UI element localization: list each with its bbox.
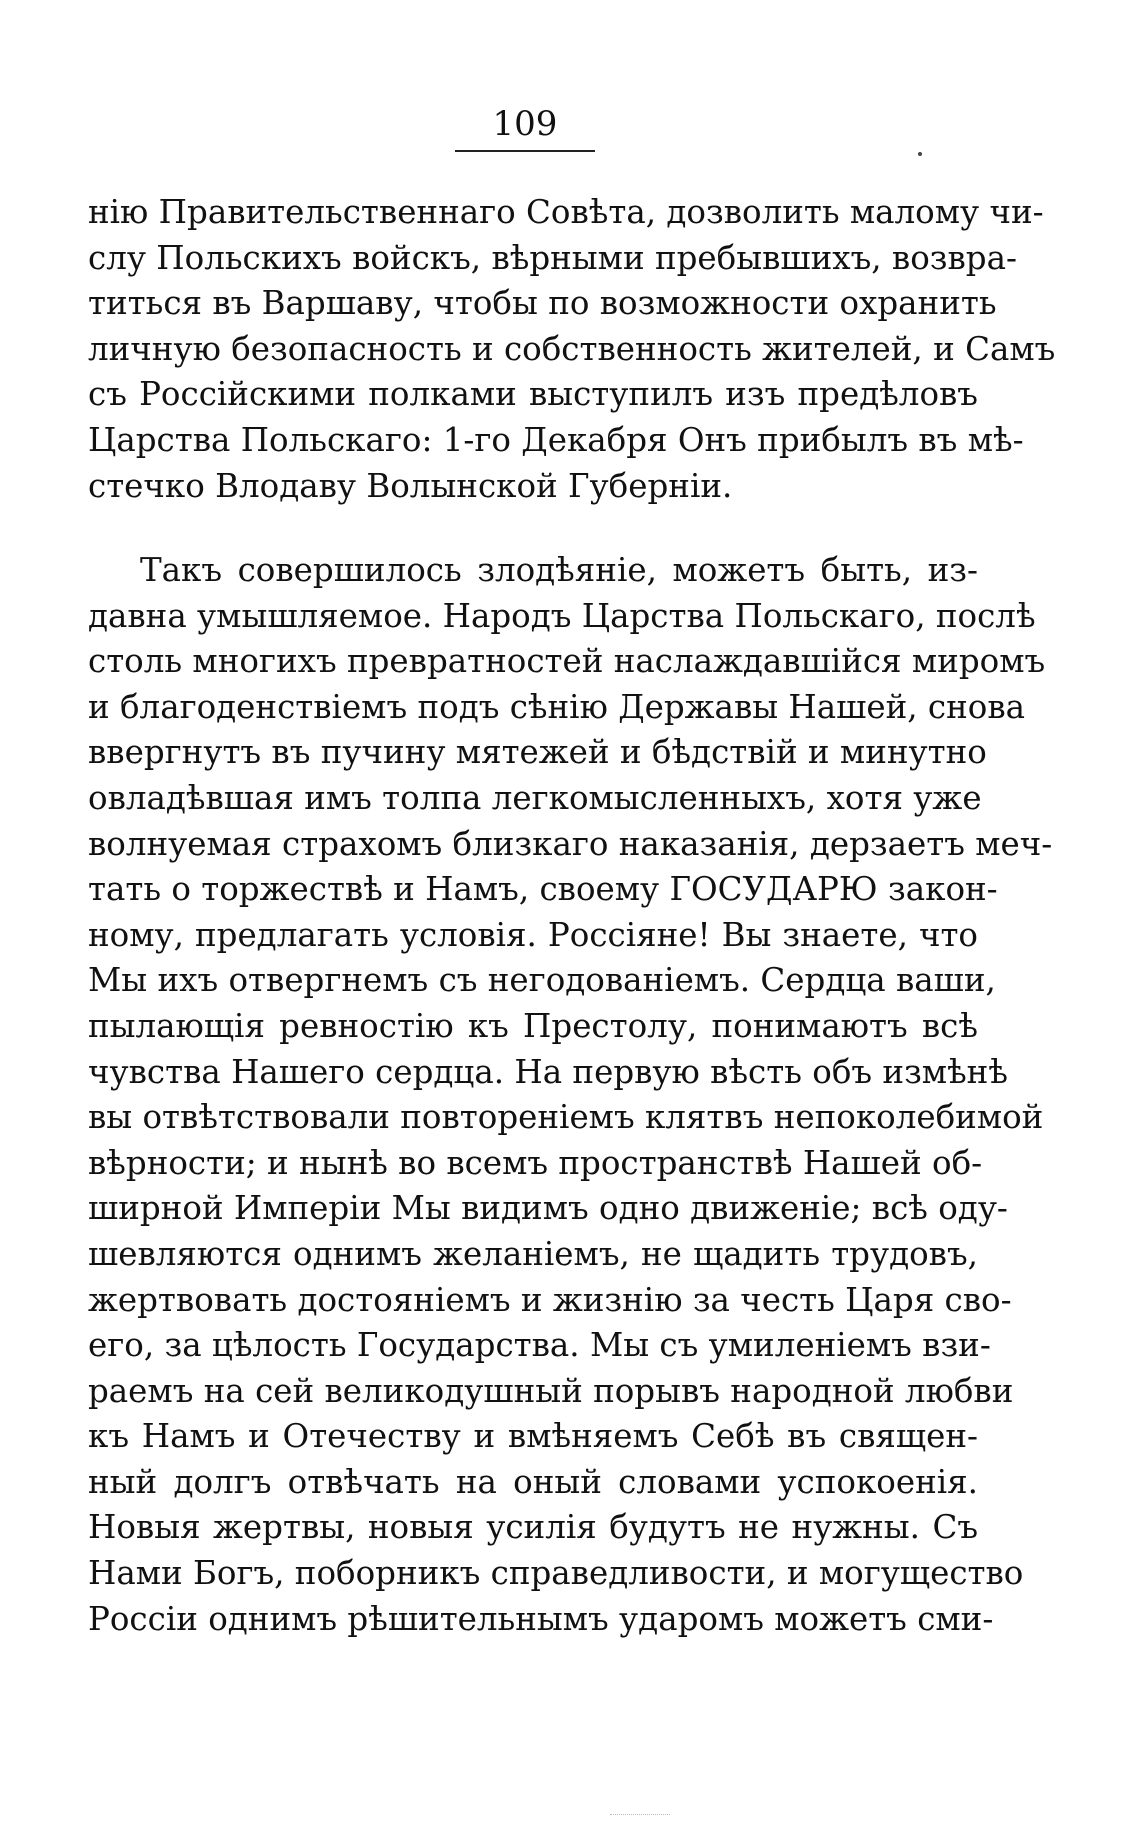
text-line: и благоденствіемъ подъ сѣнію Державы Нашей, снова xyxy=(88,687,1026,726)
text-line: давна умышляемое. Народъ Царства Польскаго, послѣ xyxy=(88,596,1036,635)
paragraph-2 xyxy=(88,548,1053,1642)
text-line: жертвовать достояніемъ и жизнію за честь Царя сво- xyxy=(88,1280,1012,1319)
text-line: шевляются однимъ желаніемъ, не щадить трудовъ, xyxy=(88,1234,978,1273)
text-line: пылающія ревностію къ Престолу, понимаютъ всѣ xyxy=(88,1006,978,1045)
print-speck xyxy=(610,1814,670,1815)
text-line: тать о торжествѣ и Намъ, своему ГОСУДАРЮ закон- xyxy=(88,870,998,909)
text-line: ввергнутъ въ пучину мятежей и бѣдствій и минутно xyxy=(88,733,987,772)
text-line: его, за цѣлость Государства. Мы съ умиленіемъ взи- xyxy=(88,1326,991,1365)
text-line: ный долгъ отвѣчать на оный словами успокоенія. xyxy=(88,1462,978,1501)
text-line: нію Правительственнаго Совѣта, дозволить малому чи- xyxy=(88,193,1044,231)
text-line: раемъ на сей великодушный порывъ народной любви xyxy=(88,1371,1014,1410)
paragraph-1 xyxy=(88,190,1056,509)
text-line: къ Намъ и Отечеству и вмѣняемъ Себѣ въ священ- xyxy=(88,1417,978,1456)
text-line: Такъ совершилось злодѣяніе, можетъ быть, из- xyxy=(140,551,978,589)
text-line: съ Россійскими полками выступилъ изъ предѣловъ xyxy=(88,375,978,414)
header-rule xyxy=(455,150,595,152)
text-line: ному, предлагать условія. Россіяне! Вы знаете, что xyxy=(88,915,978,954)
text-line: стечко Влодаву Волынской Губерніи. xyxy=(88,466,733,505)
text-line: вѣрности; и нынѣ во всемъ пространствѣ Нашей об- xyxy=(88,1143,983,1182)
page-number: 109 xyxy=(492,104,558,144)
text-line: волнуемая страхомъ близкаго наказанія, дерзаетъ меч- xyxy=(88,824,1053,863)
text-line: Новыя жертвы, новыя усилія будутъ не нужны. Съ xyxy=(88,1508,978,1547)
text-line: Нами Богъ, поборникъ справедливости, и могущество xyxy=(88,1554,1024,1593)
text-line: титься въ Варшаву, чтобы по возможности охранить xyxy=(88,284,997,323)
print-speck xyxy=(918,152,922,156)
text-line: вы отвѣтствовали повтореніемъ клятвъ непоколебимой xyxy=(88,1098,1044,1137)
text-line: чувства Нашего сердца. На первую вѣсть объ измѣнѣ xyxy=(88,1052,1008,1091)
text-line: Мы ихъ отвергнемъ съ негодованіемъ. Сердца ваши, xyxy=(88,961,996,1000)
text-line: столь многихъ превратностей наслаждавшійся миромъ xyxy=(88,642,1046,681)
text-line: ширной Имперіи Мы видимъ одно движеніе; всѣ оду- xyxy=(88,1189,1008,1228)
text-line: Россіи однимъ рѣшительнымъ ударомъ можетъ сми- xyxy=(88,1599,994,1638)
text-line: овладѣвшая имъ толпа легкомысленныхъ, хотя уже xyxy=(88,778,982,817)
text-line: слу Польскихъ войскъ, вѣрными пребывшихъ, возвра- xyxy=(88,238,1017,277)
text-line: Царства Польскаго: 1-го Декабря Онъ прибылъ въ мѣ- xyxy=(88,420,1024,459)
text-line: личную безопасность и собственность жителей, и Самъ xyxy=(88,329,1056,368)
